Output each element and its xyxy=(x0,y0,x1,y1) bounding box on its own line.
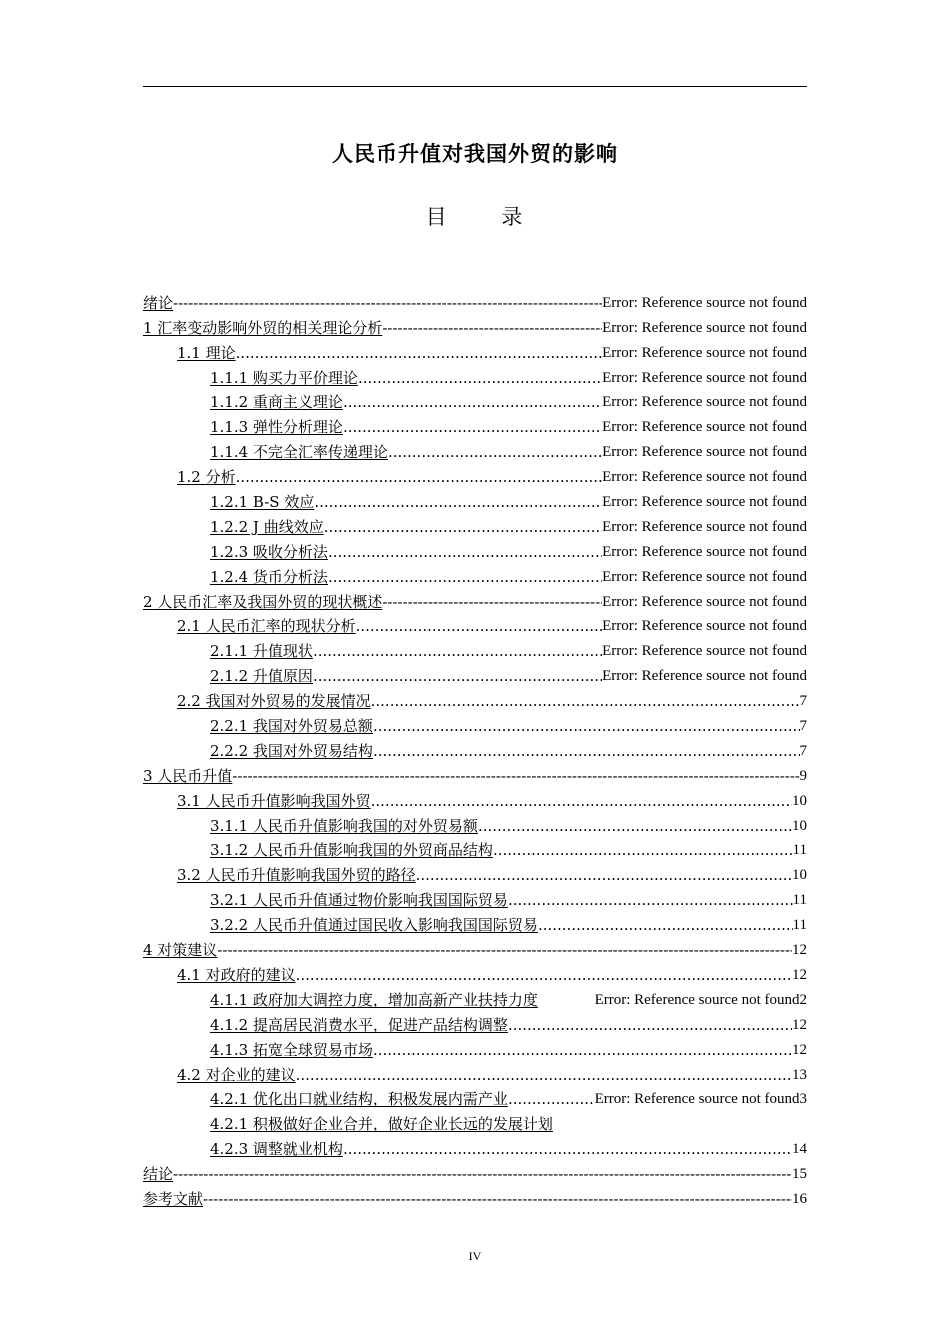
toc-leader xyxy=(236,344,602,363)
toc-entry-link[interactable]: 3.1.1 人民币升值影响我国的对外贸易额 xyxy=(210,816,478,835)
toc-entry[interactable] xyxy=(143,786,807,811)
toc-entry[interactable] xyxy=(143,860,807,885)
toc-leader xyxy=(296,1066,792,1085)
toc-entry[interactable] xyxy=(143,363,807,388)
toc-entry[interactable] xyxy=(143,612,807,637)
toc-page-number: 10 xyxy=(792,792,807,809)
toc-page-number: Error: Reference source not found xyxy=(602,344,807,361)
toc-leader xyxy=(314,493,602,512)
toc-entry-link[interactable]: 参考文献 xyxy=(143,1189,204,1208)
toc-entry[interactable] xyxy=(143,910,807,935)
toc-entry[interactable] xyxy=(143,686,807,711)
toc-entry[interactable] xyxy=(143,512,807,537)
toc-page-number: Error: Reference source not found xyxy=(602,419,807,436)
toc-page-number: 10 xyxy=(792,867,807,884)
toc-entry-link[interactable]: 4.1.3 拓宽全球贸易市场 xyxy=(210,1040,373,1059)
toc-leader xyxy=(236,468,602,487)
toc-entry[interactable] xyxy=(143,437,807,462)
toc-entry[interactable] xyxy=(143,885,807,910)
toc-entry[interactable] xyxy=(143,338,807,363)
toc-leader xyxy=(508,1090,595,1109)
toc-entry[interactable] xyxy=(143,836,807,861)
toc-entry-link[interactable]: 2.2 我国对外贸易的发展情况 xyxy=(177,692,371,711)
toc-entry-link[interactable]: 1.1 理论 xyxy=(177,343,236,362)
toc-entry-link[interactable]: 1.1.3 弹性分析理论 xyxy=(210,418,343,437)
toc-page-number: 7 xyxy=(799,718,807,735)
toc-page-number: 12 xyxy=(792,966,807,983)
toc-entry[interactable] xyxy=(143,1010,807,1035)
toc-page-number: 12 xyxy=(792,1041,807,1058)
toc-entry[interactable] xyxy=(143,1184,807,1209)
toc-entry[interactable] xyxy=(143,761,807,786)
toc-entry-link[interactable]: 1.2.2 J 曲线效应 xyxy=(210,517,324,536)
toc-entry-link[interactable]: 1.2.1 B-S 效应 xyxy=(210,493,315,512)
toc-entry-link[interactable]: 2.1 人民币汇率的现状分析 xyxy=(177,617,356,636)
toc-leader xyxy=(538,916,793,935)
toc-entry[interactable] xyxy=(143,313,807,338)
toc-page-number: Error: Reference source not found xyxy=(602,618,807,635)
toc-leader xyxy=(388,443,602,462)
toc-leader xyxy=(313,642,602,661)
toc-page-number: Error: Reference source not found xyxy=(602,444,807,461)
toc-page-number: 11 xyxy=(792,917,807,934)
toc-entry-link[interactable]: 结论 xyxy=(143,1165,174,1184)
toc-page-number: 10 xyxy=(792,817,807,834)
toc-entry-link[interactable]: 绪论 xyxy=(143,293,174,312)
toc-entry[interactable] xyxy=(143,562,807,587)
toc-page-number: Error: Reference source not found xyxy=(602,543,807,560)
toc-heading: 目 录 xyxy=(425,205,525,229)
document-title: 人民币升值对我国外贸的影响 xyxy=(332,142,618,166)
toc-page-number: Error: Reference source not found xyxy=(602,568,807,585)
toc-page-number: 13 xyxy=(792,1066,807,1083)
toc-page-number: Error: Reference source not found xyxy=(602,394,807,411)
toc-entry-link[interactable]: 4.2.1 优化出口就业结构，积极发展内需产业 xyxy=(210,1090,508,1109)
toc-page-number: Error: Reference source not found xyxy=(602,518,807,535)
toc-leader xyxy=(173,294,602,313)
toc-leader xyxy=(508,1016,792,1035)
toc-leader xyxy=(382,593,602,612)
toc-entry-link[interactable]: 1.1.2 重商主义理论 xyxy=(210,393,343,412)
header-rule xyxy=(143,86,807,87)
toc-entry-link[interactable]: 3.1 人民币升值影响我国外贸 xyxy=(177,791,371,810)
toc-leader xyxy=(296,966,792,985)
toc-entry-link[interactable]: 1 汇率变动影响外贸的相关理论分析 xyxy=(143,318,383,337)
toc-page-number: Error: Reference source not found xyxy=(602,593,807,610)
toc-entry[interactable] xyxy=(143,1109,807,1134)
toc-entry-link[interactable]: 1.2.3 吸收分析法 xyxy=(210,542,328,561)
toc-entry-link[interactable]: 3.2 人民币升值影响我国外贸的路径 xyxy=(177,866,416,885)
toc-leader xyxy=(343,418,602,437)
toc-entry-link[interactable]: 4.1 对政府的建议 xyxy=(177,965,296,984)
toc-entry-link[interactable]: 3.2.2 人民币升值通过国民收入影响我国国际贸易 xyxy=(210,916,538,935)
toc-leader xyxy=(356,617,602,636)
toc-leader xyxy=(371,792,792,811)
toc-page-number: 15 xyxy=(792,1166,807,1183)
toc-leader xyxy=(173,1165,792,1184)
toc-entry[interactable] xyxy=(143,1134,807,1159)
toc-entry[interactable] xyxy=(143,1060,807,1085)
toc-entry-link[interactable]: 2.1.2 升值原因 xyxy=(210,667,313,686)
toc-leader xyxy=(373,717,800,736)
toc-page-number: Error: Reference source not found2 xyxy=(594,991,807,1008)
toc-entry[interactable] xyxy=(143,1159,807,1184)
toc-entry-link[interactable]: 3.1.2 人民币升值影响我国的外贸商品结构 xyxy=(210,841,493,860)
toc-entry[interactable] xyxy=(143,636,807,661)
toc-leader xyxy=(328,543,602,562)
toc-entry-link[interactable]: 3 人民币升值 xyxy=(143,766,233,785)
toc-entry-link[interactable]: 2.2.1 我国对外贸易总额 xyxy=(210,717,373,736)
toc-entry[interactable] xyxy=(143,811,807,836)
toc-entry[interactable] xyxy=(143,288,807,313)
toc-entry-link[interactable]: 2.1.1 升值现状 xyxy=(210,642,313,661)
toc-leader xyxy=(508,891,793,910)
toc-page-number: Error: Reference source not found xyxy=(602,319,807,336)
toc-page-number: 16 xyxy=(792,1190,807,1207)
toc-page-number: Error: Reference source not found xyxy=(602,668,807,685)
toc-leader xyxy=(371,692,800,711)
toc-entry-link[interactable]: 1.2.4 货币分析法 xyxy=(210,567,328,586)
toc-leader xyxy=(358,369,602,388)
toc-entry[interactable] xyxy=(143,661,807,686)
toc-page-number: 12 xyxy=(792,1016,807,1033)
toc-leader xyxy=(493,841,793,860)
toc-page-number: 9 xyxy=(799,767,807,784)
toc-entry-link[interactable]: 2.2.2 我国对外贸易结构 xyxy=(210,741,373,760)
table-of-contents xyxy=(143,288,807,1209)
toc-leader xyxy=(373,742,800,761)
toc-page-number: Error: Reference source not found3 xyxy=(594,1091,807,1108)
toc-entry-link[interactable]: 4.1.1 政府加大调控力度，增加高新产业扶持力度 xyxy=(210,990,538,1009)
toc-entry[interactable] xyxy=(143,711,807,736)
toc-entry[interactable] xyxy=(143,960,807,985)
toc-entry[interactable] xyxy=(143,935,807,960)
toc-entry-link[interactable]: 4.2.3 调整就业机构 xyxy=(210,1140,343,1159)
toc-page-number: 7 xyxy=(799,742,807,759)
toc-entry-link[interactable]: 4.2 对企业的建议 xyxy=(177,1065,296,1084)
toc-entry-link[interactable]: 2 人民币汇率及我国外贸的现状概述 xyxy=(143,592,383,611)
toc-leader xyxy=(313,667,602,686)
toc-leader xyxy=(203,1190,792,1209)
toc-leader xyxy=(373,1041,792,1060)
toc-entry[interactable] xyxy=(143,1085,807,1110)
toc-page-number: 14 xyxy=(792,1141,807,1158)
toc-leader xyxy=(416,866,792,885)
toc-page-number: 11 xyxy=(792,892,807,909)
toc-leader xyxy=(382,319,602,338)
toc-leader xyxy=(343,393,602,412)
toc-entry-link[interactable]: 1.2 分析 xyxy=(177,468,236,487)
toc-page-number: Error: Reference source not found xyxy=(602,494,807,511)
toc-entry-link[interactable]: 1.1.1 购买力平价理论 xyxy=(210,368,358,387)
toc-leader xyxy=(232,767,799,786)
toc-page-number: 7 xyxy=(799,693,807,710)
toc-leader xyxy=(478,817,792,836)
toc-entry-link[interactable]: 3.2.1 人民币升值通过物价影响我国国际贸易 xyxy=(210,891,508,910)
toc-entry[interactable] xyxy=(143,487,807,512)
toc-entry[interactable] xyxy=(143,537,807,562)
page-number: IV xyxy=(468,1249,482,1263)
toc-entry[interactable] xyxy=(143,412,807,437)
toc-page-number: 12 xyxy=(792,942,807,959)
toc-entry[interactable] xyxy=(143,462,807,487)
toc-entry[interactable] xyxy=(143,388,807,413)
toc-entry-link[interactable]: 4.2.1 积极做好企业合并，做好企业长远的发展计划 xyxy=(210,1115,553,1134)
toc-entry-link[interactable]: 4.1.2 提高居民消费水平，促进产品结构调整 xyxy=(210,1015,508,1034)
toc-leader xyxy=(324,518,602,537)
toc-page-number: Error: Reference source not found xyxy=(602,643,807,660)
toc-entry-link[interactable]: 1.1.4 不完全汇率传递理论 xyxy=(210,443,388,462)
toc-leader xyxy=(328,568,602,587)
toc-page-number: Error: Reference source not found xyxy=(602,469,807,486)
toc-page-number: Error: Reference source not found xyxy=(602,369,807,386)
toc-page-number: 11 xyxy=(792,842,807,859)
toc-leader xyxy=(343,1140,792,1159)
toc-entry-link[interactable]: 4 对策建议 xyxy=(143,941,218,960)
toc-entry[interactable] xyxy=(143,736,807,761)
toc-leader xyxy=(217,941,792,960)
toc-entry[interactable] xyxy=(143,1035,807,1060)
toc-page-number: Error: Reference source not found xyxy=(602,294,807,311)
toc-entry[interactable] xyxy=(143,587,807,612)
toc-entry[interactable] xyxy=(143,985,807,1010)
